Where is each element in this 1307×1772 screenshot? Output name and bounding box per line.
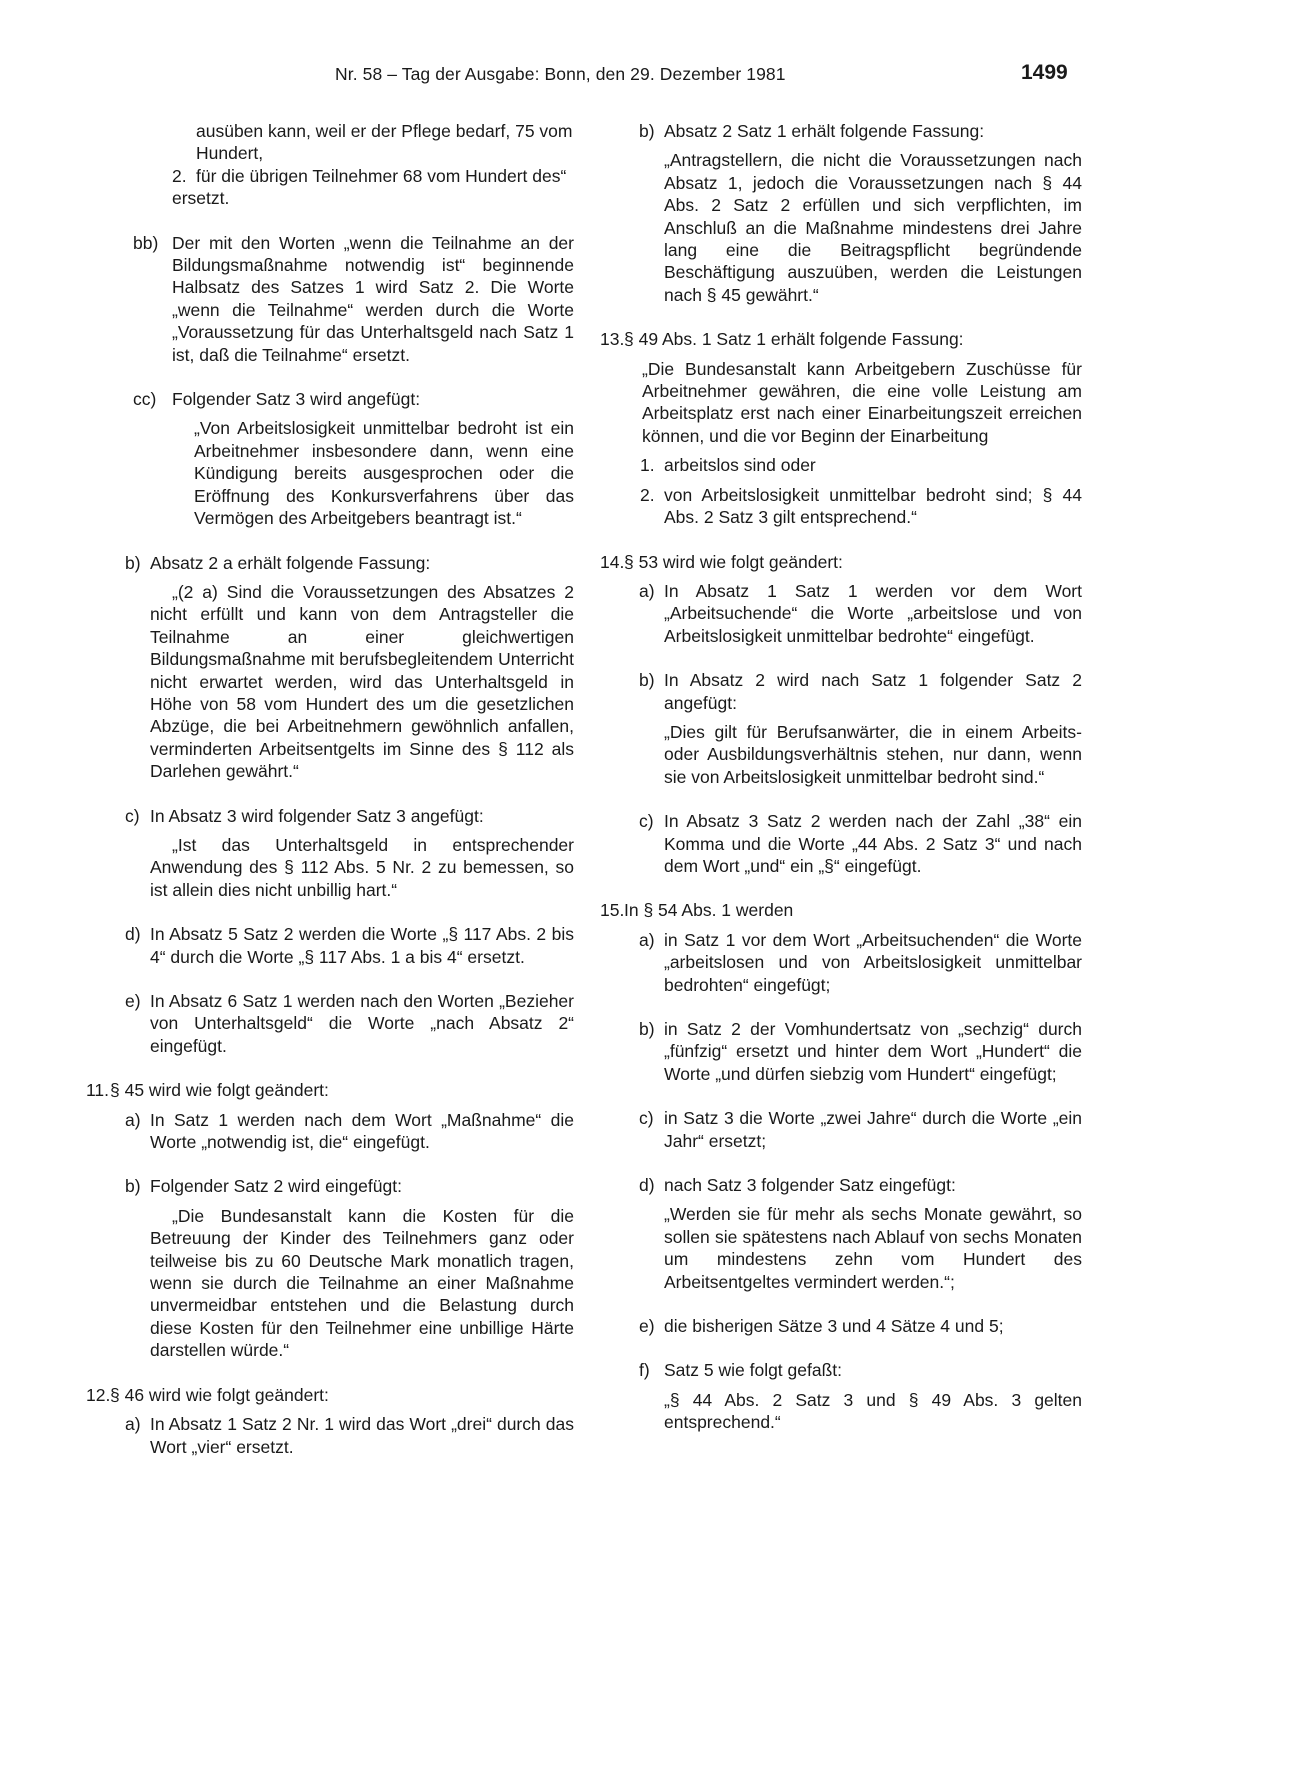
item-14c: c) In Absatz 3 Satz 2 werden nach der Zahl „38“ ein Komma und die Worte „44 Abs. 2 Satz 3“ und nach dem Wort „und“ ein „§“ eingefügt. bbox=[639, 811, 1082, 876]
item-15f: f) Satz 5 wie folgt gefaßt: bbox=[639, 1360, 843, 1381]
continued-ersetzt: ersetzt. bbox=[172, 188, 230, 209]
item-label-15b: b) bbox=[639, 1019, 655, 1039]
item-15c: c) in Satz 3 die Worte „zwei Jahre“ durch die Worte „ein Jahr“ ersetzt; bbox=[639, 1108, 1082, 1151]
item-label-c: c) bbox=[125, 805, 140, 826]
item-15e: e) die bisherigen Sätze 3 und 4 Sätze 4 und 5; bbox=[639, 1316, 1004, 1337]
left-column bbox=[88, 120, 574, 1458]
page-header bbox=[0, 61, 1307, 92]
section-11: 11. § 45 wird wie folgt geändert: bbox=[86, 1080, 329, 1101]
item-number-13-1: 1. bbox=[640, 455, 655, 476]
item-14b: b) In Absatz 2 wird nach Satz 1 folgender Satz 2 angefügt: bbox=[639, 670, 1082, 713]
quote-c: „Ist das Unterhaltsgeld in entsprechender Anwendung des § 112 Abs. 5 Nr. 2 zu bemessen, so ist allein dies nicht unbillig hart.“ bbox=[150, 834, 574, 900]
item-cc: cc) Folgender Satz 3 wird angefügt: bbox=[133, 389, 421, 410]
section-number-12: 12. bbox=[86, 1384, 111, 1405]
item-label-12a: a) bbox=[125, 1414, 141, 1435]
item-label-15a: a) bbox=[639, 929, 655, 950]
item-label-15c: c) bbox=[639, 1108, 654, 1129]
header-title: Nr. 58 – Tag der Ausgabe: Bonn, den 29. Dezember 1981 bbox=[335, 64, 786, 84]
item-label-15e: e) bbox=[639, 1316, 655, 1337]
item-e: e) In Absatz 6 Satz 1 werden nach den Worten „Bezieher von Unterhaltsgeld“ die Worte „nach Absatz 2“ eingefügt. bbox=[125, 991, 574, 1056]
item-number: 2. bbox=[172, 165, 187, 186]
item-label-14b: b) bbox=[639, 670, 655, 691]
item-12a: a) In Absatz 1 Satz 2 Nr. 1 wird das Wort „drei“ durch das Wort „vier“ ersetzt. bbox=[125, 1414, 574, 1457]
item-label-15d: d) bbox=[639, 1175, 655, 1196]
section-number-11: 11. bbox=[86, 1080, 110, 1101]
quote-13: „Die Bundesanstalt kann Arbeitgebern Zuschüsse für Arbeitnehmer gewähren, die eine volle Leistung am Arbeitsplatz erst nach einer Einarbeitungszeit erreichen können, und die vor Beginn der Einarbeitung bbox=[642, 358, 1082, 446]
item-number-13-2: 2. bbox=[640, 484, 655, 505]
quote-15d: „Werden sie für mehr als sechs Monate gewährt, so sollen sie spätestens nach Ablauf von sechs Monaten um mindestens zehn vom Hundert des Arbeitsentgeltes vermindert werden.“; bbox=[664, 1204, 1082, 1292]
item-11a: a) In Satz 1 werden nach dem Wort „Maßnahme“ die Worte „notwendig ist, die“ eingefügt. bbox=[125, 1109, 574, 1153]
item-label-11a: a) bbox=[125, 1109, 141, 1130]
item-label-cc: cc) bbox=[133, 389, 157, 410]
item-label-b-right: b) bbox=[639, 121, 655, 141]
item-label-14c: c) bbox=[639, 811, 654, 832]
section-15: 15. In § 54 Abs. 1 werden bbox=[600, 900, 794, 921]
section-number-15: 15. bbox=[600, 900, 625, 921]
item-d: d) In Absatz 5 Satz 2 werden die Worte „§ 117 Abs. 2 bis 4“ durch die Worte „§ 117 Abs. 1 a bis 4“ ersetzt. bbox=[125, 924, 574, 967]
continued-item-1: ausüben kann, weil er der Pflege bedarf, 75 vom Hundert, bbox=[196, 121, 573, 164]
page-number: 1499 bbox=[1021, 61, 1068, 84]
quote-cc: „Von Arbeitslosigkeit unmittelbar bedroht ist ein Arbeitnehmer insbesondere dann, wenn eine Kündigung bereits ausgesprochen oder die Eröffnung des Konkursverfahrens über das Vermögen des Arbeitgebers beantragt ist.“ bbox=[194, 418, 574, 529]
item-13-2: 2. von Arbeitslosigkeit unmittelbar bedroht sind; § 44 Abs. 2 Satz 3 gilt entsprechend.“ bbox=[640, 484, 1082, 528]
item-c: c) In Absatz 3 wird folgender Satz 3 angefügt: bbox=[125, 805, 484, 826]
item-11b: b) Folgender Satz 2 wird eingefügt: bbox=[125, 1176, 402, 1197]
quote-b: „(2 a) Sind die Voraussetzungen des Absatzes 2 nicht erfüllt und kann von dem Antragsteller die Teilnahme an einer gleichwertigen Bildungsmaßnahme mit berufsbegleitendem Unterricht nicht erwartet werden, wird das Unterhaltsgeld in Höhe von 58 vom Hundert des um die gesetzlichen Abzüge, die bei Arbeitnehmern gewöhnlich anfallen, verminderten Arbeitsentgelts im Sinne des § 112 als Darlehen gewährt.“ bbox=[150, 581, 574, 782]
item-label-bb: bb) bbox=[133, 232, 159, 253]
item-15a: a) in Satz 1 vor dem Wort „Arbeitsuchenden“ die Worte „arbeitslosen und von Arbeitslosigkeit unmittelbar bedrohten“ eingefügt; bbox=[639, 929, 1082, 995]
item-bb: bb) Der mit den Worten „wenn die Teilnahme an der Bildungsmaßnahme notwendig ist“ beginnende Halbsatz des Satzes 1 wird Satz 2. Die Worte „wenn die Teilnahme“ werden durch die Worte „Voraussetzung für das Unterhaltsgeld nach Satz 1 ist, daß die Teilnahme“ ersetzt. bbox=[133, 232, 574, 365]
item-14a: a) In Absatz 1 Satz 1 werden vor dem Wort „Arbeitsuchende“ die Worte „arbeitslose und von Arbeitslosigkeit unmittelbar bedrohte“ eingefügt. bbox=[639, 580, 1082, 646]
item-13-1: 1. arbeitslos sind oder bbox=[640, 455, 816, 476]
quote-b-right: „Antragstellern, die nicht die Voraussetzungen nach Absatz 1, jedoch die Voraussetzungen nach § 44 Abs. 2 Satz 2 erfüllen und sich verpflichten, im Anschluß an die Maßnahme mindestens drei Jahre lang eine die Beitragspflicht begründende Beschäftigung auszuüben, werden die Leistungen nach § 45 gewährt.“ bbox=[664, 150, 1082, 305]
item-b: b) Absatz 2 a erhält folgende Fassung: bbox=[125, 552, 431, 573]
right-column bbox=[602, 120, 1082, 1434]
section-12: 12. § 46 wird wie folgt geändert: bbox=[86, 1384, 329, 1405]
section-14: 14. § 53 wird wie folgt geändert: bbox=[600, 551, 843, 572]
item-b-right: b) Absatz 2 Satz 1 erhält folgende Fassung: bbox=[639, 121, 985, 141]
quote-14b: „Dies gilt für Berufsanwärter, die in einem Arbeits- oder Ausbildungsverhältnis stehen, nur dann, wenn sie von Arbeitslosigkeit unmittelbar bedroht sind.“ bbox=[664, 721, 1082, 787]
section-number-13: 13. bbox=[600, 329, 625, 350]
section-number-14: 14. bbox=[600, 551, 625, 572]
item-label-e: e) bbox=[125, 991, 141, 1011]
item-15b: b) in Satz 2 der Vomhundertsatz von „sechzig“ durch „fünfzig“ ersetzt und hinter dem Wort „Hundert“ die Worte „und dürfen siebzig vom Hundert“ eingefügt; bbox=[639, 1019, 1082, 1084]
item-label-11b: b) bbox=[125, 1176, 141, 1197]
quote-15f: „§ 44 Abs. 2 Satz 3 und § 49 Abs. 3 gelten entsprechend.“ bbox=[664, 1389, 1082, 1433]
item-15d: d) nach Satz 3 folgender Satz eingefügt: bbox=[639, 1175, 956, 1196]
item-label-d: d) bbox=[125, 924, 141, 945]
section-13: 13. § 49 Abs. 1 Satz 1 erhält folgende Fassung: bbox=[600, 329, 964, 350]
continued-item-2: 2. für die übrigen Teilnehmer 68 vom Hundert des“ bbox=[172, 165, 567, 186]
item-label-15f: f) bbox=[639, 1360, 650, 1381]
quote-11b: „Die Bundesanstalt kann die Kosten für die Betreuung der Kinder des Teilnehmers ganz oder teilweise bis zu 60 Deutsche Mark monatlich tragen, wenn sie durch die Teilnahme an einer Maßnahme unvermeidbar entstehen und die Belastung durch diese Kosten für den Teilnehmer eine unbillige Härte darstellen würde.“ bbox=[150, 1205, 574, 1361]
item-label-14a: a) bbox=[639, 580, 655, 601]
item-label-b: b) bbox=[125, 552, 141, 573]
